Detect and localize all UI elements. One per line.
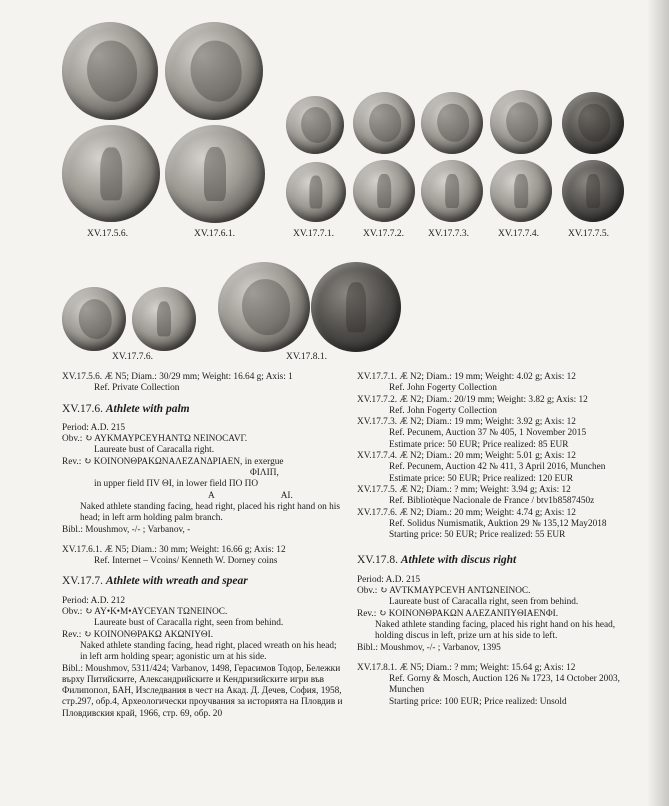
- coin-6-1-reverse: [165, 125, 265, 223]
- entry-8-1-ref: Ref. Gorny & Mosch, Auction 126 № 1723, 14 October 2003, Munchen: [389, 674, 620, 696]
- entry-7-4-price: Estimate price: 50 EUR; Price realized: 120 EUR: [389, 473, 574, 484]
- coin-5-6-obverse: [62, 22, 158, 120]
- coin-8-1-obverse: [218, 262, 310, 352]
- coin-7-2-reverse: [353, 160, 415, 222]
- left-column: [62, 372, 344, 720]
- section-8-title: Athlete with discus right: [400, 554, 517, 567]
- section-6-letter-a: A: [208, 490, 215, 501]
- entry-7-6-line: XV.17.7.6. Æ N2; Diam.: 20 mm; Weight: 4.74 g; Axis: 12: [357, 507, 576, 518]
- section-6-letter-ai: AI.: [280, 490, 293, 501]
- section-7-heading: [62, 576, 344, 587]
- section-8-description: Naked athlete standing facing, placed his right hand on his head, holding discus in left, prize urn at his side to left.: [375, 619, 616, 642]
- section-7-obverse: Obv.: ↻ AY•K•M•AYCEYAN TΩNEINOC.: [62, 607, 228, 618]
- page-gutter-shadow: [647, 0, 669, 806]
- entry-7-5-ref: Ref. Bibliotèque Nacionale de France / btv1b8587450z: [389, 496, 595, 507]
- coin-7-4-reverse: [490, 160, 552, 222]
- caption-7-4: XV.17.7.4.: [498, 229, 539, 239]
- section-6-bibliography: Bibl.: Moushmov, -/- ; Varbanov, -: [62, 524, 191, 535]
- entry-6-1-line: XV.17.6.1. Æ N5; Diam.: 30 mm; Weight: 16.66 g; Axis: 12: [62, 544, 286, 555]
- caption-7-3: XV.17.7.3.: [428, 229, 469, 239]
- section-7-description: Naked athlete standing facing, head right, placed wreath on his head; in left arm holding spear; agonistic urn at his side.: [80, 640, 337, 663]
- section-6-heading: [62, 404, 344, 415]
- entry-7-2-ref: Ref. John Fogerty Collection: [389, 405, 497, 416]
- section-6-number: XV.17.6.: [62, 402, 104, 415]
- caption-7-5: XV.17.7.5.: [568, 229, 609, 239]
- entry-5-6-line: XV.17.5.6. Æ N5; Diam.: 30/29 mm; Weight: 16.64 g; Axis: 1: [62, 372, 293, 382]
- section-7-title: Athlete with wreath and spear: [105, 575, 248, 588]
- caption-5-6: XV.17.5.6.: [87, 229, 128, 239]
- right-column: [357, 372, 639, 708]
- section-6-obverse: Obv.: ↻ AYKMAYPCEYHANTΩ NEINOCAVΓ.: [62, 434, 248, 445]
- coin-7-3-reverse: [421, 160, 483, 222]
- section-6-title: Athlete with palm: [105, 402, 190, 415]
- section-6-reverse: Rev.: ↻ KOINONΘPAKΩNAΛEZANΔPIAEN, in exergue: [62, 456, 284, 467]
- coin-5-6-reverse: [62, 125, 160, 222]
- entry-7-5-line: XV.17.7.5. Æ N2; Diam.: ? mm; Weight: 3.94 g; Axis: 12: [357, 484, 571, 495]
- coin-7-5-obverse: [562, 92, 624, 154]
- caption-8-1: XV.17.8.1.: [286, 352, 327, 362]
- section-7-bibliography: Bibl.: Moushmov, 5311/424; Varbanov, 1498, Герасимов Тодор, Бележки върху Питийските, Александрийските и Кендризийските игри във Филипопол, БАН, Изследвания в чест на Акад. Д. Дечев, София, 1958, стр.297, обр.4, Археологически проучвания за историята на Пловдив и Пловдивския край, 1966, стр. 69, обр. 20: [62, 663, 343, 719]
- coin-6-1-obverse: [165, 22, 263, 120]
- section-8-obverse-desc: Laureate bust of Caracalla right, seen from behind.: [389, 597, 579, 608]
- entry-8-1-price: Starting price: 100 EUR; Price realized: Unsold: [389, 696, 567, 707]
- section-7-reverse: Rev.: ↻ KOINONΘPAKΩ AKΩNIYΘI.: [62, 629, 214, 640]
- section-7-obverse-desc: Laureate bust of Caracalla right, seen from behind.: [94, 618, 284, 629]
- section-6-obverse-desc: Laureate bust of Caracalla right.: [94, 445, 215, 456]
- coin-7-4-obverse: [490, 90, 552, 154]
- section-7-number: XV.17.7.: [62, 575, 104, 588]
- section-8-obverse: Obv.: ↻ AVTKMAYPCEVH ANTΩNEINOC.: [357, 586, 531, 597]
- coin-8-1-reverse: [311, 262, 401, 352]
- entry-7-1-ref: Ref. John Fogerty Collection: [389, 383, 497, 394]
- section-6-description: Naked athlete standing facing, head right, placed his right hand on his head; in left arm holding palm branch.: [80, 501, 340, 524]
- entry-7-3-ref: Ref. Pecunem, Auction 37 № 405, 1 November 2015: [389, 428, 587, 439]
- entry-7-3-price: Estimate price: 50 EUR; Price realized: 85 EUR: [389, 439, 569, 450]
- coin-7-1-obverse: [286, 96, 344, 154]
- entry-7-1-line: XV.17.7.1. Æ N2; Diam.: 19 mm; Weight: 4.02 g; Axis: 12: [357, 372, 576, 382]
- section-6-exergue: ΦIΛIΠ,: [250, 468, 279, 479]
- section-8-number: XV.17.8.: [357, 554, 399, 567]
- caption-6-1: XV.17.6.1.: [194, 229, 235, 239]
- entry-7-3-line: XV.17.7.3. Æ N2; Diam.: 19 mm; Weight: 3.92 g; Axis: 12: [357, 417, 576, 428]
- section-6-fields: in upper field ΠV ΘI, in lower field ΠO ΠO: [94, 479, 259, 490]
- entry-6-1-ref: Ref. Internet – Vcoins/ Kenneth W. Dorney coins: [94, 556, 278, 567]
- entry-5-6-ref: Ref. Private Collection: [94, 383, 180, 394]
- section-6-fields-letters: [62, 491, 344, 502]
- section-7-period: Period: A.D. 212: [62, 595, 126, 606]
- entry-7-2-line: XV.17.7.2. Æ N2; Diam.: 20/19 mm; Weight: 3.82 g; Axis: 12: [357, 394, 588, 405]
- entry-7-4-line: XV.17.7.4. Æ N2; Diam.: 20 mm; Weight: 5.01 g; Axis: 12: [357, 451, 576, 462]
- caption-7-1: XV.17.7.1.: [293, 229, 334, 239]
- entry-7-4-ref: Ref. Pecunem, Auction 42 № 411, 3 April 2016, Munchen: [389, 462, 606, 473]
- entry-7-6-price: Starting price: 50 EUR; Price realized: 55 EUR: [389, 530, 566, 541]
- coin-7-6-reverse: [132, 287, 196, 351]
- coin-7-5-reverse: [562, 160, 624, 222]
- section-8-period: Period: A.D. 215: [357, 574, 421, 585]
- entry-7-6-ref: Ref. Solidus Numismatik, Auktion 29 № 135,12 May2018: [389, 518, 607, 529]
- caption-7-2: XV.17.7.2.: [363, 229, 404, 239]
- entry-8-1-line: XV.17.8.1. Æ N5; Diam.: ? mm; Weight: 15.64 g; Axis: 12: [357, 662, 576, 673]
- coin-7-1-reverse: [286, 162, 346, 222]
- coin-7-6-obverse: [62, 287, 126, 351]
- section-8-heading: [357, 555, 639, 566]
- section-8-bibliography: Bibl.: Moushmov, -/- ; Varbanov, 1395: [357, 642, 501, 653]
- caption-7-6: XV.17.7.6.: [112, 352, 153, 362]
- coin-7-3-obverse: [421, 92, 483, 154]
- section-8-reverse: Rev.: ↻ KOINONΘPAKΩN AΛEZANΠYΘIAENΦI.: [357, 608, 559, 619]
- coin-7-2-obverse: [353, 92, 415, 154]
- section-6-period: Period: A.D. 215: [62, 422, 126, 433]
